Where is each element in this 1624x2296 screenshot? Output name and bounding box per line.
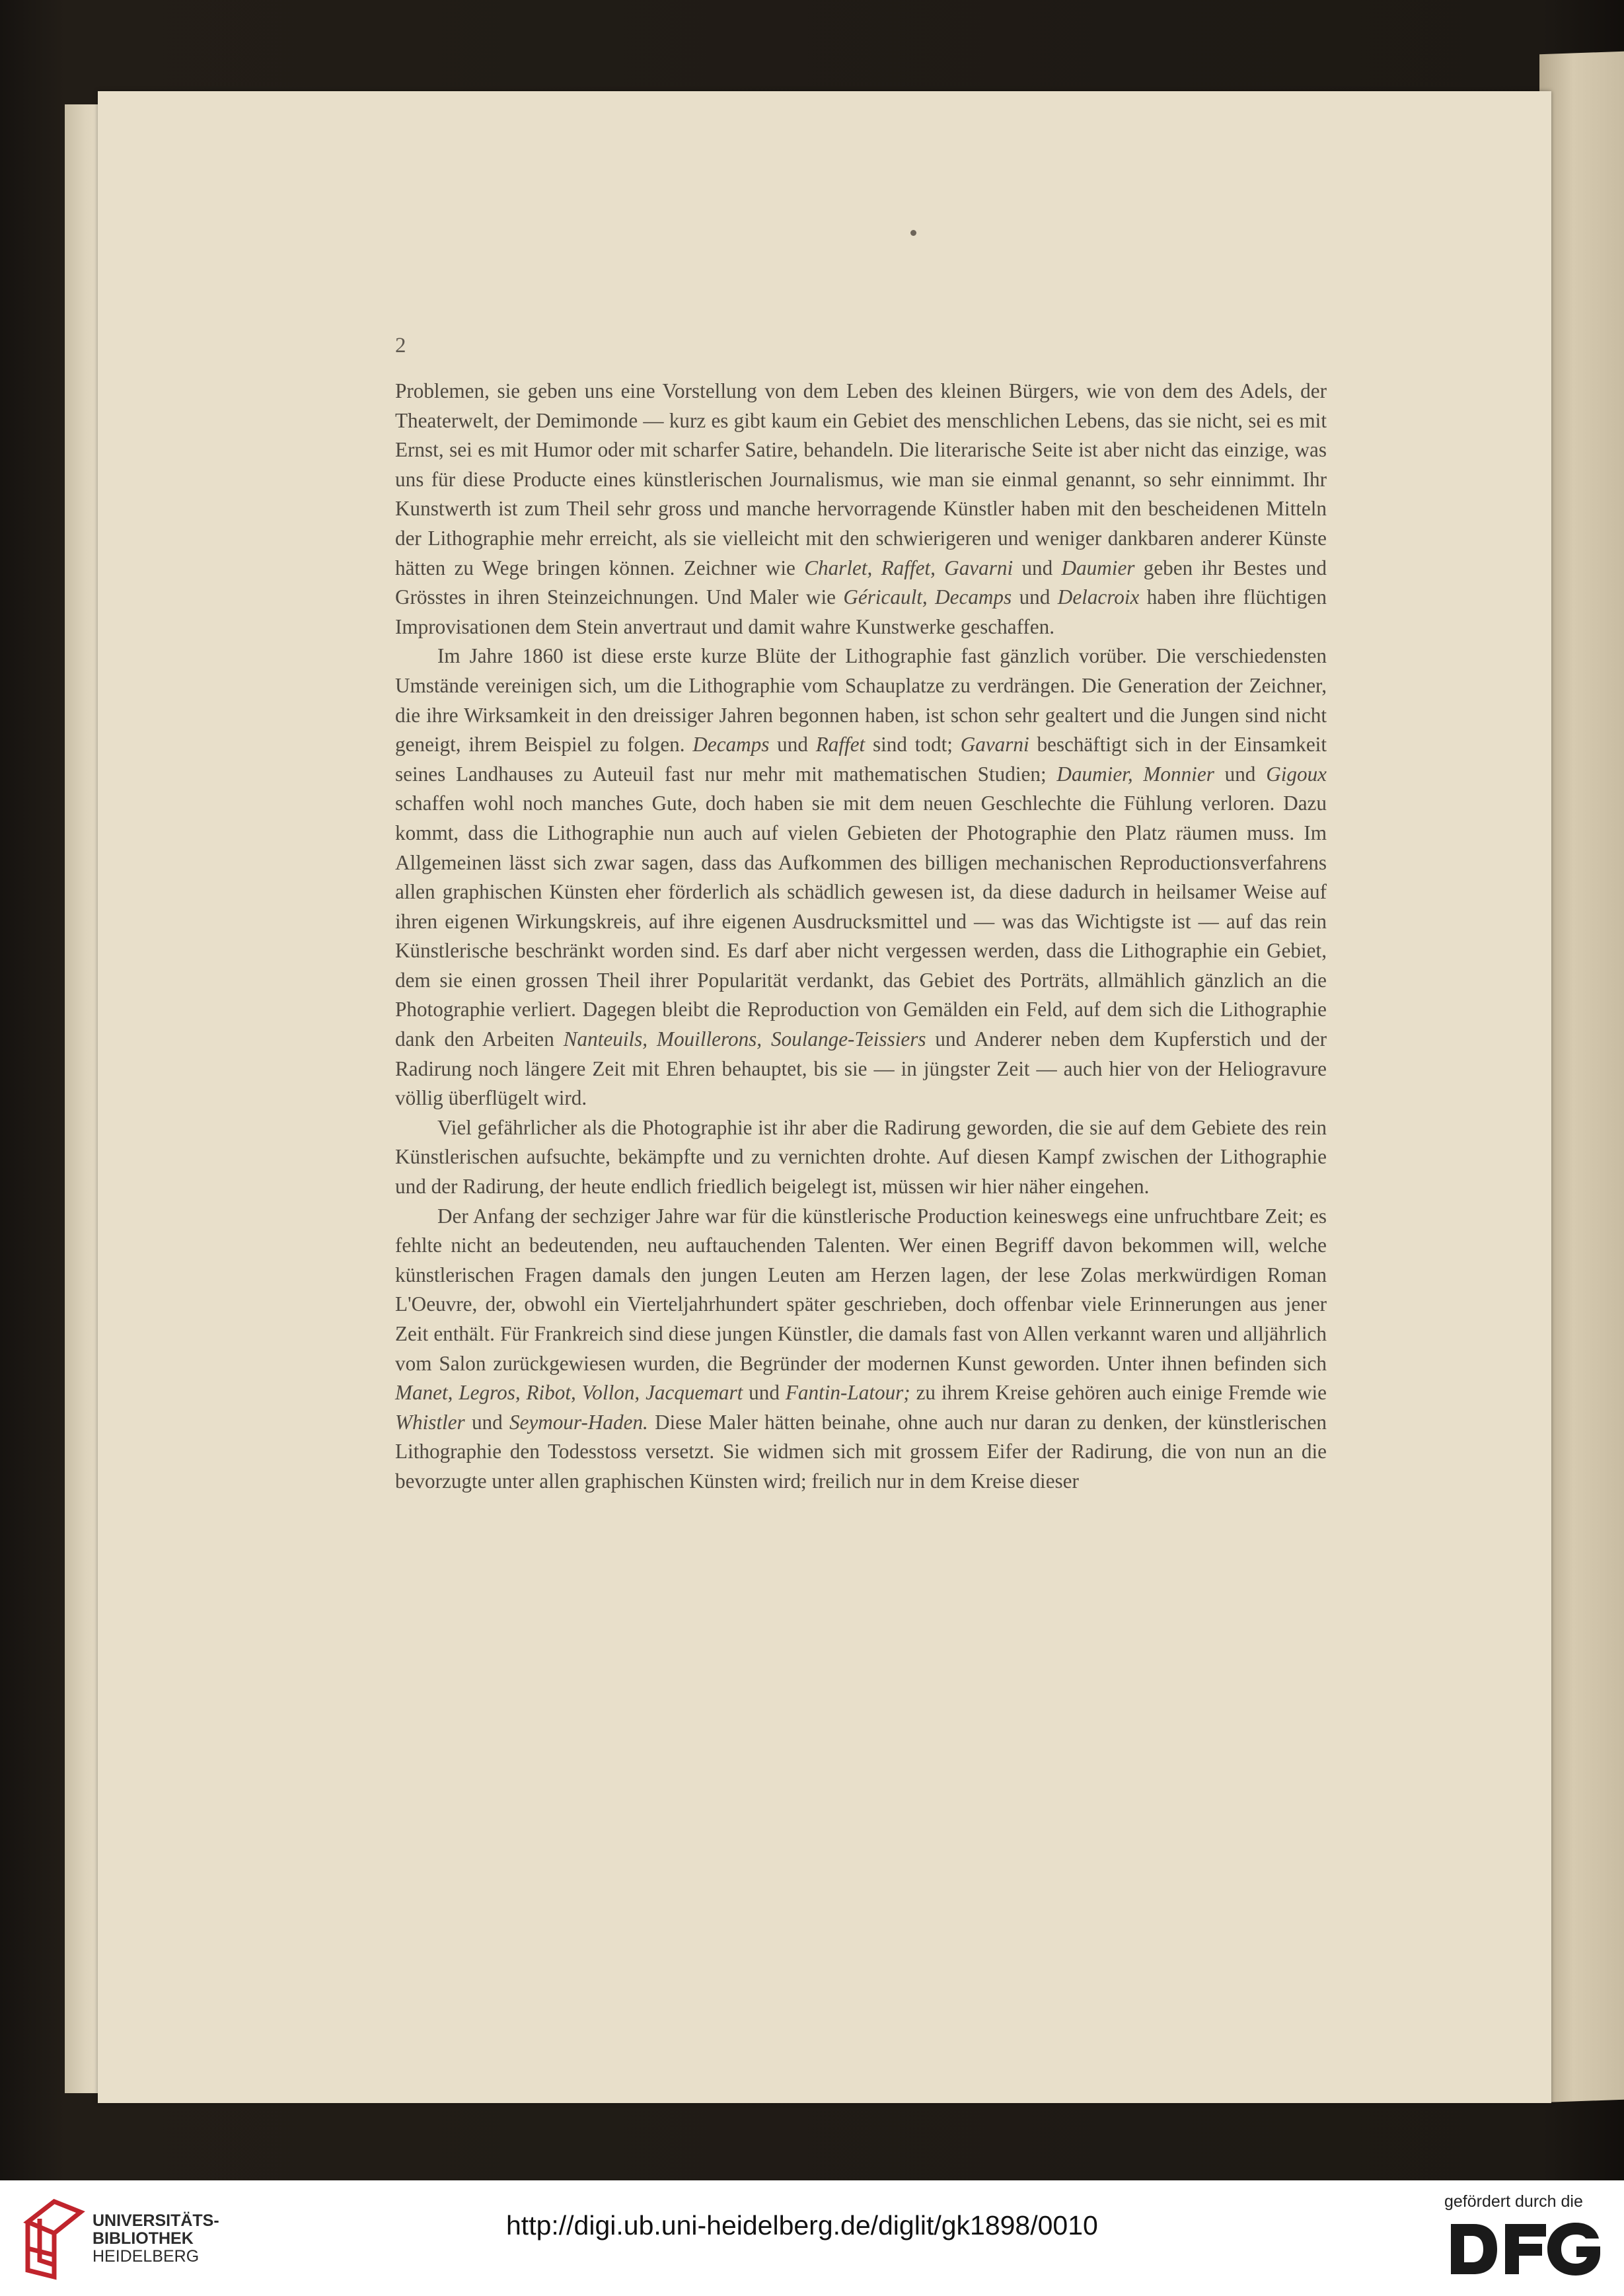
text-run: zu ihrem Kreise gehören auch einige Fremde wie xyxy=(910,1381,1327,1405)
library-name-line2: BIBLIOTHEK xyxy=(92,2229,194,2248)
paragraph xyxy=(395,1202,1327,1497)
italic-name-run: Manet, Legros, Ribot, Vollon, Jacquemart xyxy=(395,1381,743,1405)
italic-name-run: Fantin-Latour; xyxy=(785,1381,910,1405)
italic-name-run: Delacroix xyxy=(1057,585,1140,609)
permalink-url[interactable]: http://digi.ub.uni-heidelberg.de/diglit/gk1898/0010 xyxy=(506,2210,1098,2240)
text-run: Der Anfang der sechziger Jahre war für die künstlerische Production keineswegs eine unfruchtbare Zeit; es fehlte nicht an bedeutenden, neu auftauchenden Talenten. Wer einen Begriff davon bekommen will, welche künstlerischen Fragen damals den jungen Leuten am Herzen lagen, der lese Zolas merkwürdigen Roman L'Oeuvre, der, obwohl ein Vierteljahrhundert später geschrieben, doch offenbar viele Erinnerungen aus jener Zeit enthält. Für Frankreich sind diese jungen Künstler, die damals fast von Allen verkannt waren und alljährlich vom Salon zurückgewiesen wurden, die Begründer der modernen Kunst geworden. Unter ihnen befinden sich xyxy=(395,1204,1327,1375)
paragraph xyxy=(395,377,1327,642)
italic-name-run: Gavarni xyxy=(960,733,1029,757)
italic-name-run: Charlet, Raffet, Gavarni xyxy=(804,556,1014,579)
text-run: beschäftigt sich in der Einsamkeit seines Landhauses zu Auteuil fast nur mehr mit mathematischen Studien; xyxy=(395,733,1327,786)
italic-name-run: Seymour-Haden. xyxy=(509,1410,648,1434)
text-run: und xyxy=(1012,585,1058,609)
university-library-logo-icon[interactable] xyxy=(16,2192,89,2281)
text-run: Diese Maler hätten beinahe, ohne auch nur daran zu denken, der künstlerischen Lithographie den Todesstoss versetzt. Sie widmen sich mit grossem Eifer der Radirung, die von nun an die bevorzugte unter allen graphischen Künsten wird; freilich nur in dem Kreise dieser xyxy=(395,1410,1327,1493)
text-run: haben ihre flüchtigen Improvisationen dem Stein anvertraut und damit wahre Kunstwerke geschaffen. xyxy=(395,585,1327,638)
italic-name-run: Daumier xyxy=(1061,556,1135,579)
page-stack-edge xyxy=(65,104,99,2093)
italic-name-run: Daumier, Monnier xyxy=(1056,762,1214,786)
text-run: Im Jahre 1860 ist diese erste kurze Blüte der Lithographie fast gänzlich vorüber. Die verschiedensten Umstände vereinigen sich, um die Lithographie vom Schauplatze zu verdrängen. Die Generation der Zeichner, die ihre Wirksamkeit in den dreissiger Jahren begonnen haben, ist schon sehr gealtert und die Jungen sind nicht geneigt, ihrem Beispiel zu folgen. xyxy=(395,644,1327,757)
library-name-line1: UNIVERSITÄTS- xyxy=(92,2211,219,2230)
text-run: und xyxy=(1013,556,1062,579)
text-run: Viel gefährlicher als die Photographie ist ihr aber die Radirung geworden, die sie auf dem Gebiete des rein Künstlerischen aufsuchte, bekämpfte und zu vernichten drohte. Auf diesen Kampf zwischen der Lithographie und der Radirung, der heute endlich friedlich beigelegt ist, müssen wir hier näher eingehen. xyxy=(395,1115,1327,1199)
text-run: und xyxy=(464,1410,509,1434)
text-run: und xyxy=(769,733,816,757)
italic-name-run: Decamps xyxy=(692,733,770,757)
italic-name-run: Whistler xyxy=(395,1410,465,1434)
italic-name-run: Nanteuils, Mouillerons, Soulange-Teissiers xyxy=(563,1027,926,1051)
text-run: geben ihr Bestes und Grösstes in ihren Steinzeichnungen. Und Maler wie xyxy=(395,556,1327,609)
paragraph xyxy=(395,642,1327,1113)
text-run: und Anderer neben dem Kupferstich und der Radirung noch längere Zeit mit Ehren behauptet, bis sie — in jüngster Zeit — auch hier von der Heliogravure völlig überflügelt wird. xyxy=(395,1027,1327,1110)
text-run: schaffen wohl noch manches Gute, doch haben sie mit dem neuen Geschlechte die Fühlung verloren. Dazu kommt, dass die Lithographie nun auch auf vielen Gebieten der Photographie den Platz räumen muss. Im Allgemeinen lässt sich zwar sagen, dass das Aufkommen des billigen mechanischen Reproductionsverfahrens allen graphischen Künsten eher förderlich als schädlich gewesen ist, da diese dadurch in heilsamer Weise auf ihren eigenen Wirkungskreis, auf ihre eigenen Ausdrucksmittel und — was das Wichtigste ist — auf das rein Künstlerische beschränkt worden sind. Es darf aber nicht vergessen werden, dass die Lithographie ein Gebiet, dem sie einen grossen Theil ihrer Popularität verdankt, das Gebiet des Porträts, allmählich gänzlich an die Photographie verliert. Dagegen bleibt die Reproduction von Gemälden ein Feld, auf dem sich die Lithographie dank den Arbeiten xyxy=(395,792,1327,1051)
body-text xyxy=(395,377,1327,1497)
page-number: 2 xyxy=(395,334,406,357)
italic-name-run: Géricault, Decamps xyxy=(843,585,1012,609)
paragraph xyxy=(395,1113,1327,1202)
library-name-line3: HEIDELBERG xyxy=(92,2247,200,2266)
next-page-edge xyxy=(1539,52,1624,2102)
text-run: und xyxy=(743,1381,786,1405)
library-name[interactable] xyxy=(92,2212,219,2266)
dfg-logo-icon[interactable] xyxy=(1447,2219,1604,2279)
text-run: Problemen, sie geben uns eine Vorstellung von dem Leben des kleinen Bürgers, wie von dem des Adels, der Theaterwelt, der Demimonde — kurz es gibt kaum ein Gebiet des menschlichen Lebens, das sie nicht, sei es mit Ernst, sei es mit Humor oder mit scharfer Satire, behandeln. Die literarische Seite ist aber nicht das einzige, was uns für diese Producte eines künstlerischen Journalismus, wie man sie einmal genannt, so sehr einnimmt. Ihr Kunstwerth ist zum Theil sehr gross und manche hervorragende Künstler haben mit den bescheidenen Mitteln der Lithographie mehr erreicht, als sie vielleicht mit den schwierigeren und weniger dankbaren anderer Künste hätten zu Wege bringen können. Zeichner wie xyxy=(395,379,1327,579)
italic-name-run: Gigoux xyxy=(1266,762,1327,786)
italic-name-run: Raffet xyxy=(815,733,866,757)
funding-caption: gefördert durch die xyxy=(1444,2192,1583,2211)
paper-speck xyxy=(910,230,916,236)
text-run: sind todt; xyxy=(865,733,961,757)
text-run: und xyxy=(1214,762,1267,786)
